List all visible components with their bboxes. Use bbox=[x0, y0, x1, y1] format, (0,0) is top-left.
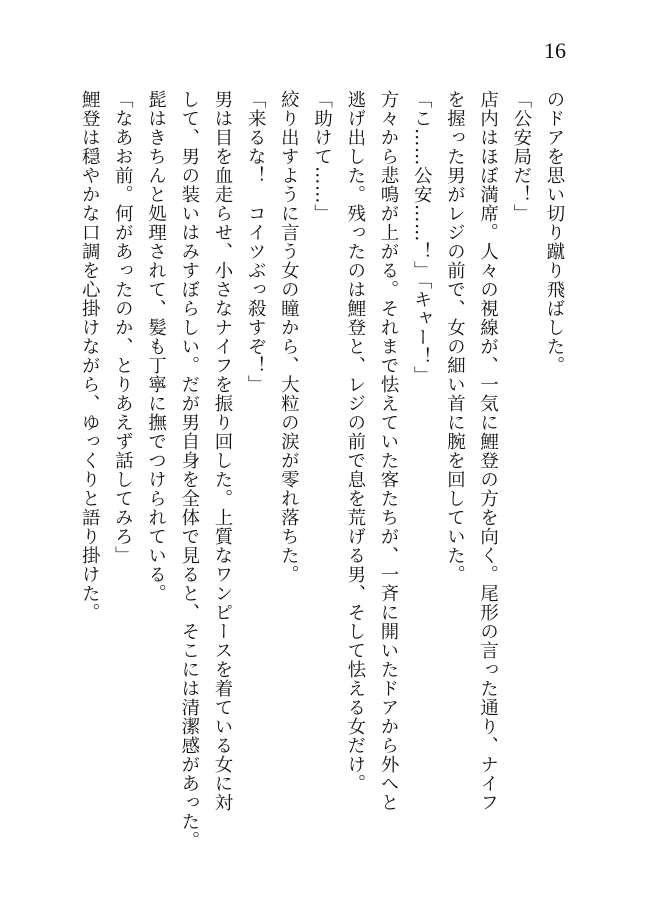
text-line: 逃げ出した。残ったのは鯉登と、レジの前で息を荒げる男、そして怯える女だけ。 bbox=[344, 90, 366, 793]
text-line: 方々から悲鳴が上がる。それまで怯えていた客たちが、一斉に開いたドアから外へと bbox=[377, 90, 399, 812]
text-line: して、男の装いはみすぼらしい。だが男自身を全体で見ると、そこには清潔感があった。 bbox=[178, 90, 200, 850]
text-line: 男は目を血走らせ、小さなナイフを振り回した。上質なワンピースを着ている女に対 bbox=[211, 90, 233, 812]
text-line: 「来るな！ コイツぶっ殺すぞ！」 bbox=[245, 90, 267, 394]
body-text bbox=[73, 90, 571, 880]
text-line: 「なあお前。何があったのか、とりあえず話してみろ」 bbox=[112, 90, 134, 565]
text-line: 店内はほぼ満席。人々の視線が、一気に鯉登の方を向く。尾形の言った通り、ナイフ bbox=[477, 90, 499, 812]
text-line: 「助けて……」 bbox=[311, 90, 333, 223]
text-line: 鯉登は穏やかな口調を心掛けながら、ゆっくりと語り掛けた。 bbox=[79, 90, 101, 622]
text-line: 絞り出すように言う女の瞳から、大粒の涙が零れ落ちた。 bbox=[278, 90, 300, 584]
page-number: 16 bbox=[544, 38, 566, 63]
text-line: 「こ……公安……！」「キャー！」 bbox=[411, 90, 433, 385]
text-line: のドアを思い切り蹴り飛ばした。 bbox=[544, 90, 565, 375]
text-line: を握った男がレジの前で、女の細い首に腕を回していた。 bbox=[444, 90, 466, 584]
text-line: 髭はきちんと処理されて、髪も丁寧に撫でつけられている。 bbox=[145, 90, 167, 603]
text-line: 「公安局だ！」 bbox=[510, 90, 532, 223]
